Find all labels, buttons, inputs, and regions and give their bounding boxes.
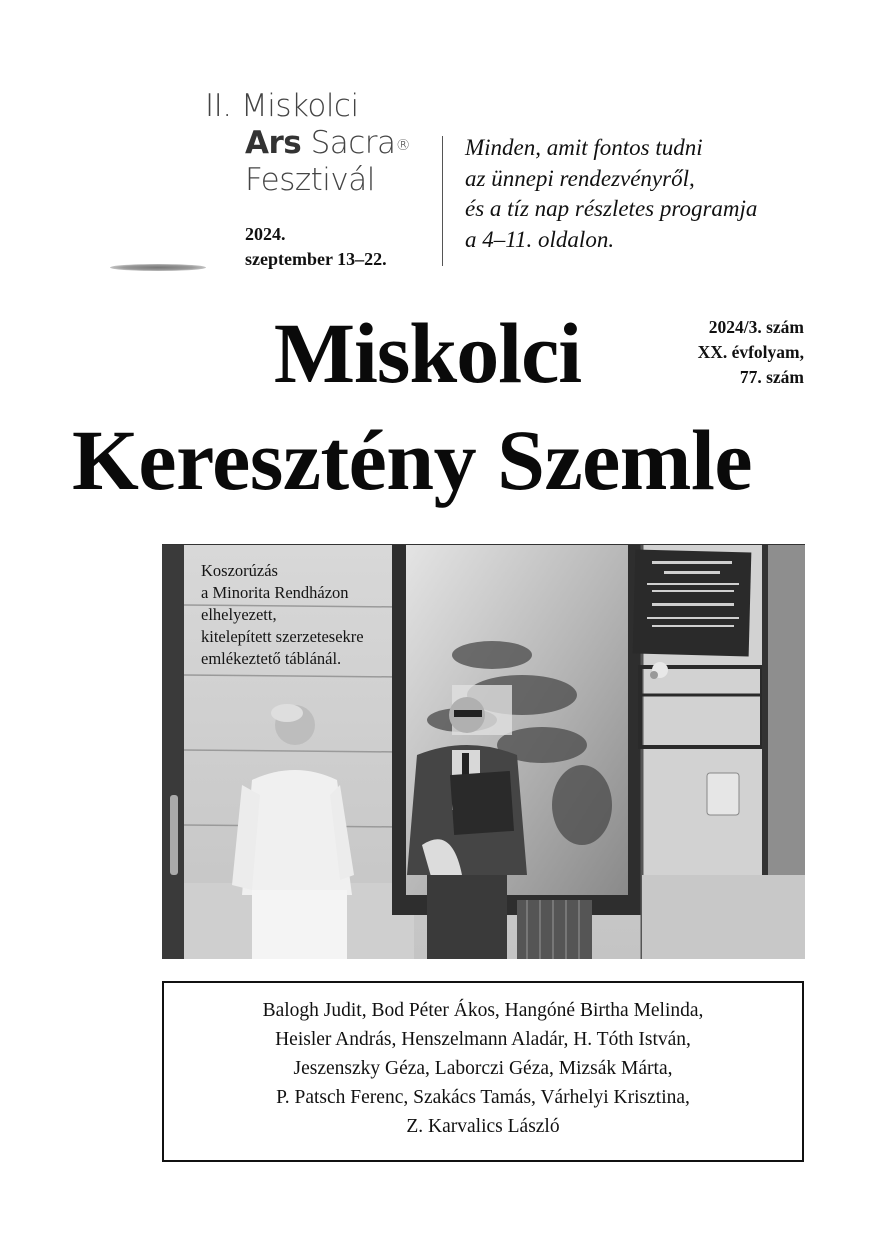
issue-volume: XX. évfolyam, xyxy=(697,342,804,362)
festival-title-line3: Fesztivál xyxy=(245,162,375,198)
festival-title-sacra: Sacra xyxy=(301,125,396,161)
issue-number: 2024/3. szám xyxy=(708,317,804,337)
caption-line: emlékeztető táblánál. xyxy=(201,649,342,668)
authors-line: Balogh Judit, Bod Péter Ákos, Hangóné Birtha Melinda, xyxy=(262,1000,704,1021)
promo-line: és a tíz nap részletes programja xyxy=(465,196,758,221)
vertical-divider xyxy=(442,136,443,266)
logo-shadow-decoration xyxy=(110,264,206,271)
festival-logo xyxy=(205,88,410,199)
promo-line: a 4–11. oldalon. xyxy=(465,226,615,252)
festival-title-line2 xyxy=(245,125,410,162)
festival-dates xyxy=(245,222,387,272)
caption-line: elhelyezett, xyxy=(201,605,277,624)
issue-total: 77. szám xyxy=(739,367,804,387)
promo-line: az ünnepi rendezvényről, xyxy=(465,165,695,191)
authors-list xyxy=(164,983,802,1141)
festival-date-range: szeptember 13–22. xyxy=(245,249,387,269)
authors-line: P. Patsch Ferenc, Szakács Tamás, Várhelyi Krisztina, xyxy=(276,1087,690,1108)
registered-mark-icon: ® xyxy=(395,136,411,154)
authors-box xyxy=(162,981,804,1162)
caption-line: Koszorúzás xyxy=(201,561,278,580)
promo-text xyxy=(465,133,757,255)
photo-caption xyxy=(201,560,364,670)
authors-line: Heisler András, Henszelmann Aladár, H. Tóth István, xyxy=(275,1029,691,1050)
authors-line: Z. Karvalics László xyxy=(406,1116,560,1137)
caption-line: kitelepített szerzetesekre xyxy=(201,627,364,646)
issue-info xyxy=(698,315,804,390)
promo-line: Minden, amit fontos tudni xyxy=(465,135,703,160)
festival-title-ars: Ars xyxy=(245,125,302,161)
masthead-title-word: Miskolci xyxy=(273,305,582,401)
festival-year: 2024. xyxy=(245,224,286,244)
authors-line: Jeszenszky Géza, Laborczi Géza, Mizsák Márta, xyxy=(293,1058,673,1079)
festival-title-line1: II. Miskolci xyxy=(205,88,359,124)
masthead-line2: Keresztény Szemle xyxy=(72,412,753,508)
caption-line: a Minorita Rendházon xyxy=(201,583,349,602)
